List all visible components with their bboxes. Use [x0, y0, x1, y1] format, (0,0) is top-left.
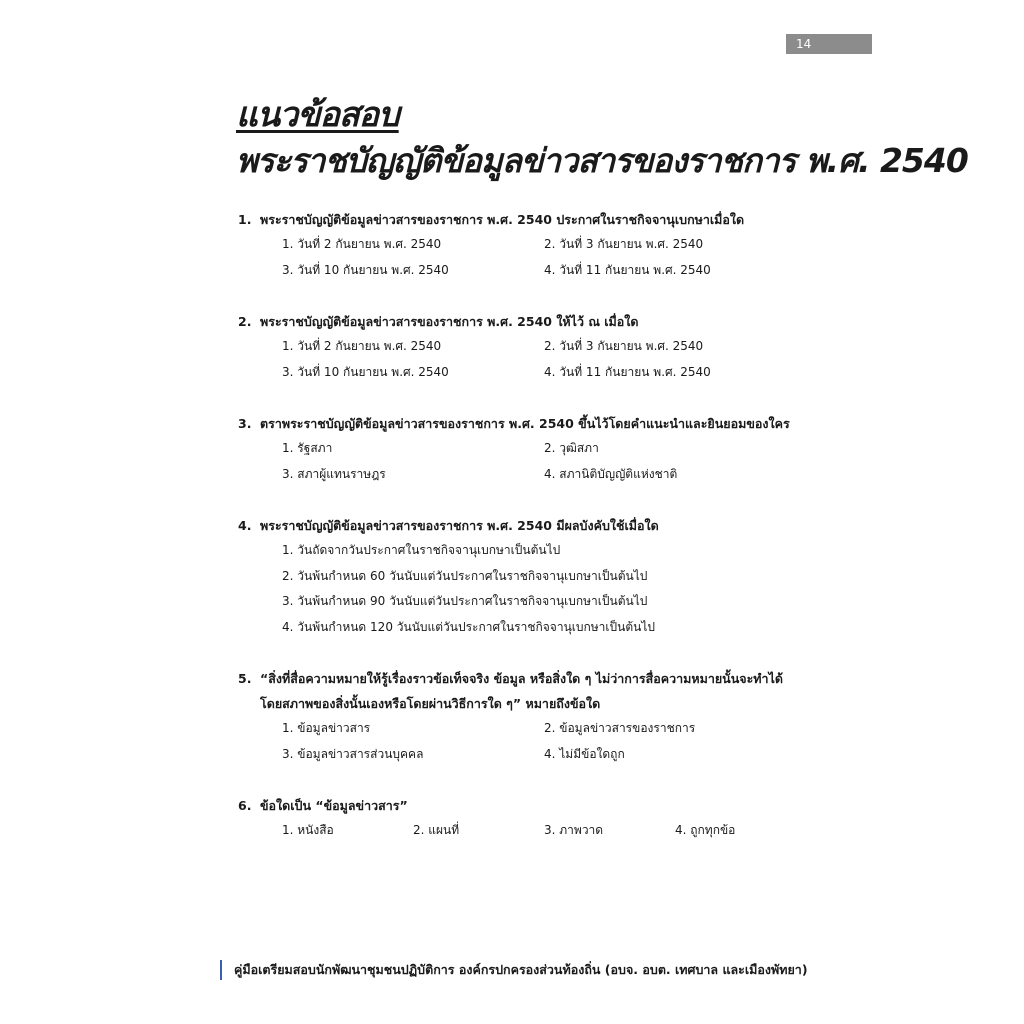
question-5 [238, 666, 798, 767]
question-1 [238, 207, 798, 283]
question-4 [238, 513, 798, 640]
option: 4. วันที่ 11 กันยายน พ.ศ. 2540 [544, 262, 711, 277]
option: 1. หนังสือ [282, 823, 334, 837]
question-number: 1. [238, 212, 252, 227]
question-3 [238, 411, 798, 487]
option: 2. ข้อมูลข่าวสารของราชการ [544, 721, 696, 735]
question-text-line: “สิ่งที่สื่อความหมายให้รู้เรื่องราวข้อเท็จจริง ข้อมูล หรือสิ่งใด ๆ ไม่ว่าการสื่อความหมายนั้นจะทำได้ [260, 671, 783, 686]
title-heading: แนวข้อสอบ [236, 95, 399, 135]
option: 1. วันที่ 2 กันยายน พ.ศ. 2540 [282, 339, 442, 353]
option: 1. วันที่ 2 กันยายน พ.ศ. 2540 [282, 237, 442, 251]
option: 1. รัฐสภา [282, 441, 333, 455]
option: 2. วุฒิสภา [544, 441, 599, 455]
question-number: 3. [238, 416, 252, 431]
option: 3. วันพ้นกำหนด 90 วันนับแต่วันประกาศในราชกิจจานุเบกษาเป็นต้นไป [282, 594, 648, 608]
option: 3. วันที่ 10 กันยายน พ.ศ. 2540 [282, 364, 449, 379]
option: 2. วันที่ 3 กันยายน พ.ศ. 2540 [544, 237, 704, 251]
question-number: 4. [238, 518, 252, 533]
footer-accent-bar [220, 960, 222, 980]
question-number: 6. [238, 798, 252, 813]
question-text: ข้อใดเป็น “ข้อมูลข่าวสาร” [260, 798, 408, 813]
option: 4. วันพ้นกำหนด 120 วันนับแต่วันประกาศในราชกิจจานุเบกษาเป็นต้นไป [282, 619, 655, 634]
option: 4. วันที่ 11 กันยายน พ.ศ. 2540 [544, 364, 711, 379]
question-text: ตราพระราชบัญญัติข้อมูลข่าวสารของราชการ พ.ศ. 2540 ขึ้นไว้โดยคำแนะนำและยินยอมของใคร [260, 416, 790, 431]
option: 3. วันที่ 10 กันยายน พ.ศ. 2540 [282, 262, 449, 277]
option: 3. สภาผู้แทนราษฎร [282, 466, 386, 481]
question-text: พระราชบัญญัติข้อมูลข่าวสารของราชการ พ.ศ. 2540 มีผลบังคับใช้เมื่อใด [260, 518, 659, 533]
question-text [260, 666, 798, 716]
question-number: 5. [238, 671, 252, 686]
question-text: พระราชบัญญัติข้อมูลข่าวสารของราชการ พ.ศ. 2540 ให้ไว้ ณ เมื่อใด [260, 314, 639, 329]
option: 3. ข้อมูลข่าวสารส่วนบุคคล [282, 746, 424, 761]
title-block [236, 92, 968, 184]
question-6 [238, 793, 798, 844]
question-text: พระราชบัญญัติข้อมูลข่าวสารของราชการ พ.ศ. 2540 ประกาศในราชกิจจานุเบกษาเมื่อใด [260, 212, 745, 227]
footer-text: คู่มือเตรียมสอบนักพัฒนาชุมชนปฏิบัติการ องค์กรปกครองส่วนท้องถิ่น (อบจ. อบต. เทศบาล และเมืองพัทยา) [234, 962, 808, 977]
option: 2. วันที่ 3 กันยายน พ.ศ. 2540 [544, 339, 704, 353]
question-text-line: โดยสภาพของสิ่งนั้นเองหรือโดยผ่านวิธีการใด ๆ” หมายถึงข้อใด [260, 696, 601, 711]
question-list [238, 207, 798, 844]
page-number: 14 [786, 34, 872, 54]
option: 2. วันพ้นกำหนด 60 วันนับแต่วันประกาศในราชกิจจานุเบกษาเป็นต้นไป [282, 568, 648, 583]
option: 3. ภาพวาด [544, 823, 604, 837]
option: 4. ถูกทุกข้อ [675, 823, 736, 837]
option: 1. วันถัดจากวันประกาศในราชกิจจานุเบกษาเป็นต้นไป [282, 543, 561, 557]
option: 4. สภานิติบัญญัติแห่งชาติ [544, 466, 678, 481]
option: 1. ข้อมูลข่าวสาร [282, 721, 371, 735]
option: 4. ไม่มีข้อใดถูก [544, 746, 625, 761]
question-2 [238, 309, 798, 385]
title-subheading: พระราชบัญญัติข้อมูลข่าวสารของราชการ พ.ศ. 2540 [236, 141, 968, 180]
option: 2. แผนที่ [413, 823, 460, 837]
question-number: 2. [238, 314, 252, 329]
